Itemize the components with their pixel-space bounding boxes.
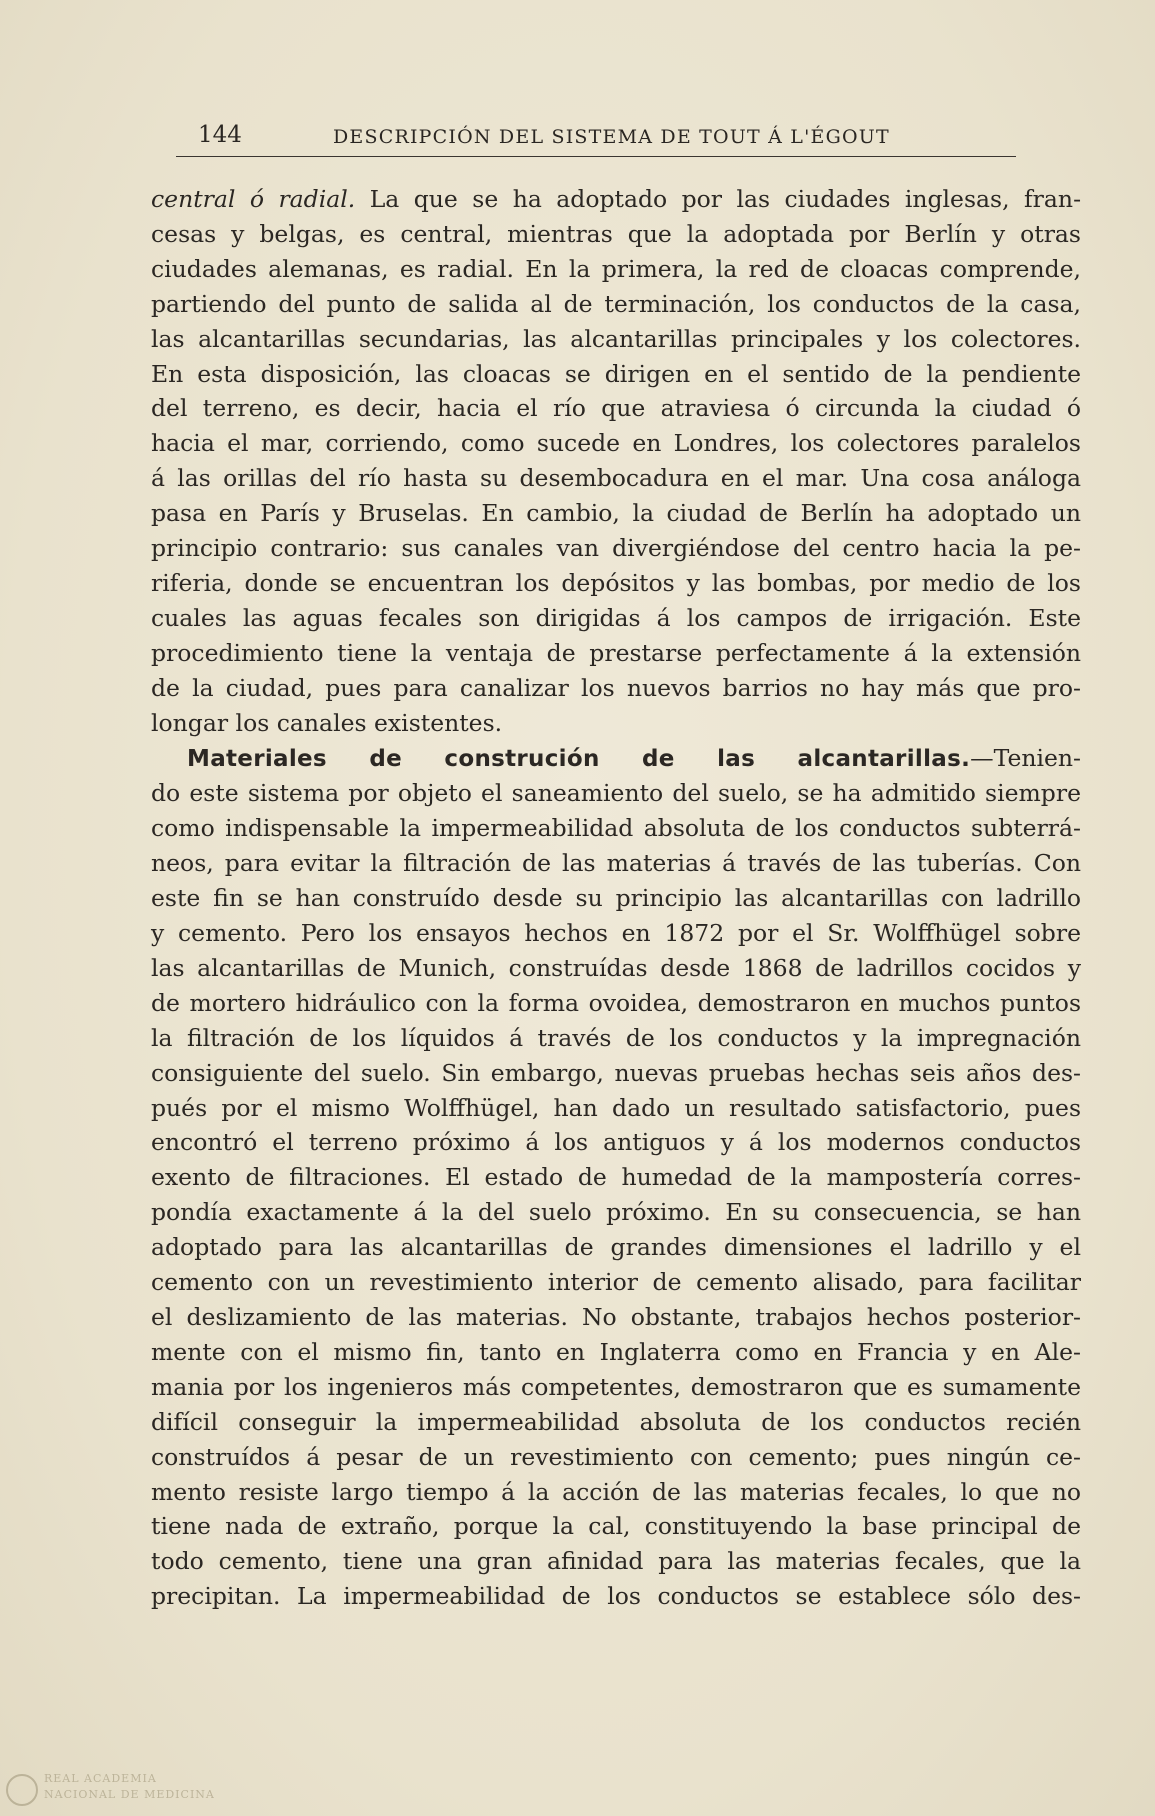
text-line [151, 741, 1081, 777]
text-line: del terreno, es decir, hacia el río que atraviesa ó circunda la ciudad ó [151, 394, 1081, 423]
text-line: do este sistema por objeto el saneamiento del suelo, se ha admitido siempre [151, 779, 1081, 808]
text-line: riferia, donde se encuentran los depósitos y las bombas, por medio de los [151, 568, 1081, 597]
italic-phrase: central ó radial. [151, 185, 356, 213]
text-line: difícil conseguir la impermeabilidad absoluta de los conductos recién [151, 1407, 1081, 1436]
text-line: de mortero hidráulico con la forma ovoidea, demostraron en muchos puntos [151, 988, 1081, 1017]
text-line: pondía exactamente á la del suelo próximo. En su consecuencia, se han [151, 1198, 1081, 1227]
text-line: hacia el mar, corriendo, como sucede en Londres, los colectores paralelos [151, 429, 1081, 458]
stamp-text: NACIONAL DE MEDICINA [44, 1788, 215, 1801]
text-line: este fin se han construído desde su principio las alcantarillas con ladrillo [151, 884, 1081, 913]
text-line: la filtración de los líquidos á través de los conductos y la impregnación [151, 1023, 1081, 1052]
text-line: el deslizamiento de las materias. No obstante, trabajos hechos posterior- [151, 1303, 1081, 1331]
text-line: las alcantarillas de Munich, construídas desde 1868 de ladrillos cocidos y [151, 953, 1081, 982]
text-line: principio contrario: sus canales van divergiéndose del centro hacia la pe- [151, 534, 1081, 563]
text-line: de la ciudad, pues para canalizar los nuevos barrios no hay más que pro- [151, 673, 1081, 702]
text-line: mente con el mismo fin, tanto en Inglaterra como en Francia y en Ale- [151, 1337, 1081, 1366]
section-heading: Materiales de construción de las alcantarillas. [187, 745, 971, 772]
running-title: DESCRIPCIÓN DEL SISTEMA DE TOUT Á L'ÉGOUT [333, 126, 890, 148]
text-line: cuales las aguas fecales son dirigidas á los campos de irrigación. Este [151, 603, 1081, 632]
text-line: encontró el terreno próximo á los antiguos y á los modernos conductos [151, 1128, 1081, 1157]
text-line: cemento con un revestimiento interior de cemento alisado, para facilitar [151, 1268, 1081, 1297]
text-run: —Tenien- [970, 743, 1081, 772]
text-line: procedimiento tiene la ventaja de prestarse perfectamente á la extensión [151, 638, 1081, 667]
text-line: exento de filtraciones. El estado de humedad de la mampostería corres- [151, 1163, 1081, 1192]
text-line: neos, para evitar la filtración de las materias á través de las tuberías. Con [151, 849, 1081, 878]
text-line: construídos á pesar de un revestimiento con cemento; pues ningún ce- [151, 1442, 1081, 1471]
body-text [151, 182, 1081, 1614]
seal-icon [6, 1774, 38, 1806]
text-line: precipitan. La impermeabilidad de los conductos se establece sólo des- [151, 1582, 1081, 1611]
text-line: como indispensable la impermeabilidad absoluta de los conductos subterrá- [151, 814, 1081, 843]
text-line: las alcantarillas secundarias, las alcantarillas principales y los colectores. [151, 324, 1081, 353]
text-line: á las orillas del río hasta su desembocadura en el mar. Una cosa análoga [151, 464, 1081, 493]
library-stamp [6, 1772, 216, 1812]
text-line: pasa en París y Bruselas. En cambio, la ciudad de Berlín ha adoptado un [151, 499, 1081, 528]
text-line: longar los canales existentes. [151, 708, 503, 737]
text-line: todo cemento, tiene una gran afinidad para las materias fecales, que la [151, 1547, 1081, 1576]
text-line: consiguiente del suelo. Sin embargo, nuevas pruebas hechas seis años des- [151, 1058, 1081, 1087]
page-header [176, 116, 1016, 157]
text-line: y cemento. Pero los ensayos hechos en 1872 por el Sr. Wolffhügel sobre [151, 919, 1081, 948]
stamp-text: REAL ACADEMIA [44, 1772, 157, 1785]
text-line: cesas y belgas, es central, mientras que la adoptada por Berlín y otras [151, 219, 1081, 248]
text-line: partiendo del punto de salida al de terminación, los conductos de la casa, [151, 289, 1081, 318]
text-line: adoptado para las alcantarillas de grandes dimensiones el ladrillo y el [151, 1233, 1081, 1262]
text-line: pués por el mismo Wolffhügel, han dado un resultado satisfactorio, pues [151, 1093, 1081, 1122]
text-run: La que se ha adoptado por las ciudades inglesas, fran- [355, 185, 1082, 213]
text-line: En esta disposición, las cloacas se dirigen en el sentido de la pendiente [151, 359, 1081, 388]
text-line [151, 182, 1081, 217]
text-line: mento resiste largo tiempo á la acción de las materias fecales, lo que no [151, 1477, 1081, 1506]
text-line: ciudades alemanas, es radial. En la primera, la red de cloacas comprende, [151, 254, 1081, 283]
page-number: 144 [198, 122, 242, 148]
text-line: mania por los ingenieros más competentes, demostraron que es sumamente [151, 1372, 1081, 1401]
text-line: tiene nada de extraño, porque la cal, constituyendo la base principal de [151, 1512, 1081, 1541]
